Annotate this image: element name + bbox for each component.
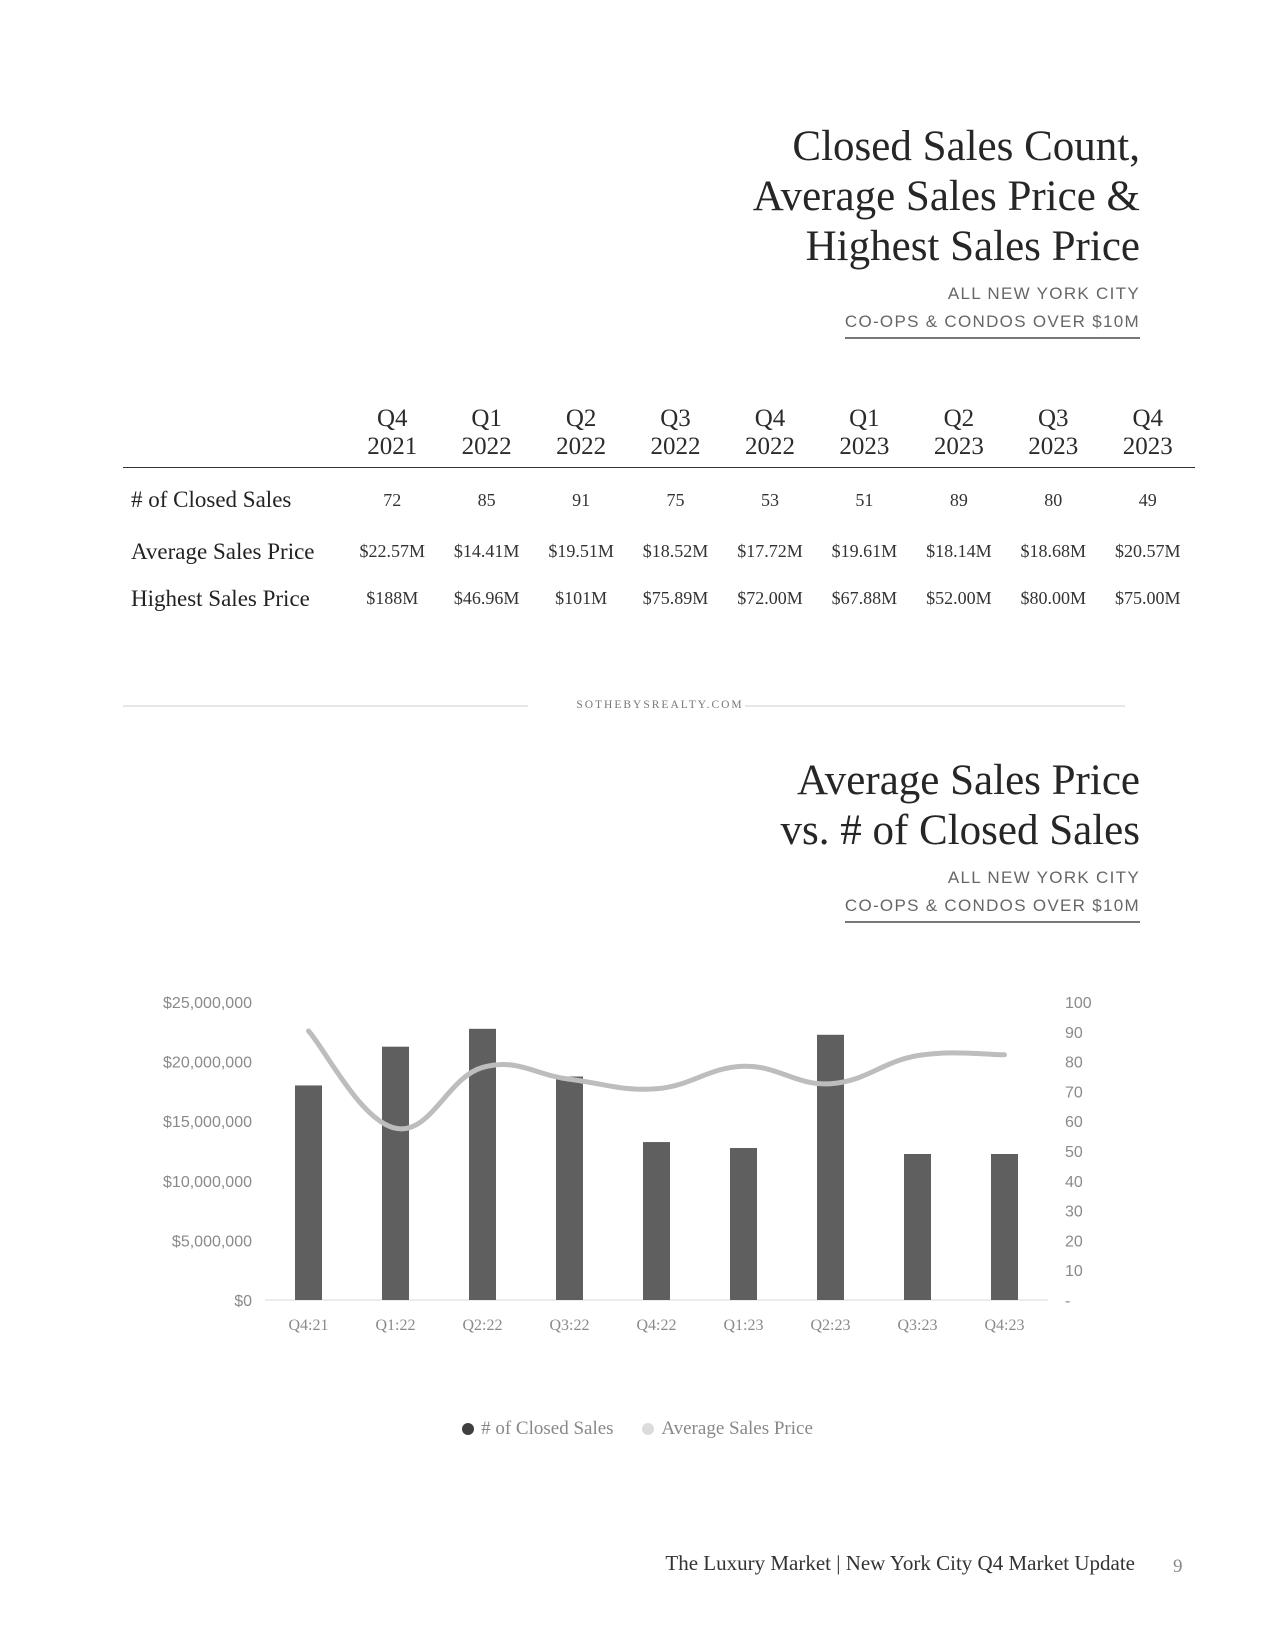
column-quarter: Q1 (471, 405, 502, 432)
table-cell: $18.68M (1020, 541, 1087, 561)
section1-subtitle-line2: CO-OPS & CONDOS OVER $10M (845, 308, 1140, 339)
column-year: 2021 (367, 433, 418, 460)
y-right-tick-label: 60 (1065, 1114, 1083, 1132)
column-year: 2023 (839, 433, 890, 460)
column-header (1101, 405, 1196, 468)
x-tick-label: Q1:22 (375, 1317, 416, 1334)
column-quarter: Q3 (1038, 405, 1069, 432)
y-right-tick-label: 50 (1065, 1144, 1083, 1161)
column-header (723, 405, 817, 468)
section2-header (780, 756, 1140, 923)
section2-subtitle (780, 864, 1140, 923)
y-right-tick-label: - (1065, 1293, 1071, 1310)
column-quarter: Q4 (376, 405, 408, 432)
row-label: Average Sales Price (131, 538, 315, 564)
row-label: # of Closed Sales (131, 487, 292, 512)
bar-closed-sales (643, 1142, 670, 1300)
section1-subtitle (753, 280, 1140, 339)
column-header (628, 405, 722, 468)
bar-closed-sales (991, 1154, 1018, 1300)
legend-item-closed-sales (462, 1418, 613, 1440)
table-cell: $18.14M (926, 541, 992, 561)
y-right-tick-label: 100 (1065, 995, 1092, 1012)
x-tick-label: Q2:23 (810, 1317, 851, 1334)
legend-marker-avg-price (642, 1423, 654, 1435)
column-quarter: Q4 (754, 405, 786, 432)
table-cell: 51 (855, 489, 874, 510)
y-left-tick-label: $20,000,000 (163, 1054, 252, 1072)
section2-subtitle-line2: CO-OPS & CONDOS OVER $10M (845, 892, 1140, 923)
table-cell: $75.00M (1114, 588, 1181, 608)
table-cell: $18.52M (642, 541, 709, 561)
row-label: Highest Sales Price (131, 585, 310, 611)
divider-right (745, 705, 1125, 707)
y-right-tick-label: 70 (1065, 1084, 1083, 1102)
column-header (912, 405, 1006, 468)
y-right-tick-label: 80 (1065, 1054, 1083, 1072)
x-tick-label: Q1:23 (723, 1317, 764, 1334)
table-cell: $101M (555, 588, 608, 608)
table-cell: $20.57M (1114, 541, 1181, 561)
section1-header (753, 122, 1140, 339)
line-average-sales-price (309, 1031, 1005, 1129)
table-cell: $46.96M (453, 588, 520, 608)
column-header (345, 405, 439, 468)
column-year: 2023 (1122, 433, 1173, 460)
table-row (123, 468, 1195, 529)
table-cell: $67.88M (831, 588, 898, 608)
column-year: 2022 (650, 433, 701, 460)
y-left-tick-label: $10,000,000 (163, 1173, 252, 1191)
y-left-tick-label: $0 (234, 1293, 252, 1310)
x-tick-label: Q4:22 (636, 1317, 677, 1334)
column-header (439, 405, 533, 468)
table-corner (123, 405, 345, 468)
table-cell: $14.41M (453, 541, 520, 561)
column-year: 2022 (556, 433, 607, 460)
column-year: 2022 (744, 433, 795, 460)
column-quarter: Q2 (565, 405, 597, 432)
column-quarter: Q3 (660, 405, 691, 432)
column-quarter: Q1 (849, 405, 880, 432)
table-cell: $22.57M (359, 541, 425, 561)
y-right-tick-label: 10 (1065, 1263, 1083, 1281)
table-cell: $75.89M (642, 588, 709, 608)
table-body (123, 468, 1195, 623)
table-row (123, 575, 1195, 622)
column-quarter: Q2 (943, 405, 975, 432)
legend-marker-closed-sales (462, 1423, 474, 1435)
y-left-tick-label: $5,000,000 (171, 1233, 252, 1251)
table-cell: $17.72M (737, 541, 803, 561)
site-url: SOTHEBYSREALTY.COM (576, 699, 744, 711)
table-cell: $80.00M (1020, 588, 1087, 608)
table-cell: $188M (366, 588, 419, 608)
table-cell: $72.00M (737, 588, 803, 608)
x-tick-label: Q3:22 (549, 1317, 590, 1334)
footer-title: The Luxury Market | New York City Q4 Market Update (665, 1551, 1135, 1575)
y-right-tick-label: 20 (1065, 1233, 1083, 1251)
column-header (817, 405, 911, 468)
x-tick-label: Q2:22 (462, 1317, 503, 1334)
table-cell: 49 (1138, 489, 1157, 510)
section2-subtitle-line1: ALL NEW YORK CITY (947, 868, 1140, 887)
legend-label-closed-sales: # of Closed Sales (481, 1418, 614, 1439)
table-row (123, 528, 1195, 575)
y-right-tick-label: 40 (1065, 1173, 1083, 1191)
table-cell: $19.51M (548, 541, 614, 561)
column-year: 2022 (461, 433, 512, 460)
page-number: 9 (1173, 1556, 1183, 1577)
bar-closed-sales (730, 1148, 757, 1300)
x-tick-label: Q3:23 (897, 1317, 938, 1334)
table-cell: 91 (572, 489, 591, 510)
column-header (534, 405, 628, 468)
bar-closed-sales (556, 1077, 583, 1301)
x-tick-label: Q4:23 (984, 1317, 1025, 1334)
bar-closed-sales (904, 1154, 931, 1300)
y-right-tick-label: 30 (1065, 1203, 1083, 1221)
x-tick-label: Q4:21 (288, 1317, 329, 1334)
column-header (1006, 405, 1100, 468)
column-year: 2023 (933, 433, 984, 460)
table-cell: 72 (383, 489, 402, 510)
sales-table (123, 405, 1195, 622)
table-cell: 85 (477, 489, 496, 510)
table-header-row (123, 405, 1195, 468)
combo-chart (0, 990, 1275, 1385)
table-cell: 53 (760, 489, 779, 510)
table-cell: $19.61M (831, 541, 898, 561)
section1-title: Closed Sales Count, Average Sales Price & Highest Sales Price (752, 123, 1140, 270)
y-left-tick-label: $15,000,000 (163, 1114, 252, 1132)
table-cell: 80 (1044, 489, 1063, 510)
legend-item-avg-price (642, 1418, 813, 1440)
section1-subtitle-line1: ALL NEW YORK CITY (947, 284, 1140, 303)
bar-closed-sales (382, 1047, 409, 1300)
table-cell: 89 (949, 489, 968, 510)
y-right-tick-label: 90 (1065, 1024, 1083, 1042)
divider-left (123, 705, 528, 707)
y-left-tick-label: $25,000,000 (163, 995, 252, 1012)
table-cell: 75 (666, 489, 685, 510)
bar-closed-sales (817, 1035, 844, 1300)
legend-label-avg-price: Average Sales Price (661, 1418, 813, 1439)
section2-title: Average Sales Price vs. # of Closed Sales (780, 757, 1140, 854)
column-quarter: Q4 (1132, 405, 1164, 432)
table-cell: $52.00M (926, 588, 992, 608)
column-year: 2023 (1028, 433, 1079, 460)
bar-closed-sales (295, 1085, 322, 1300)
chart-legend (0, 1418, 1275, 1441)
